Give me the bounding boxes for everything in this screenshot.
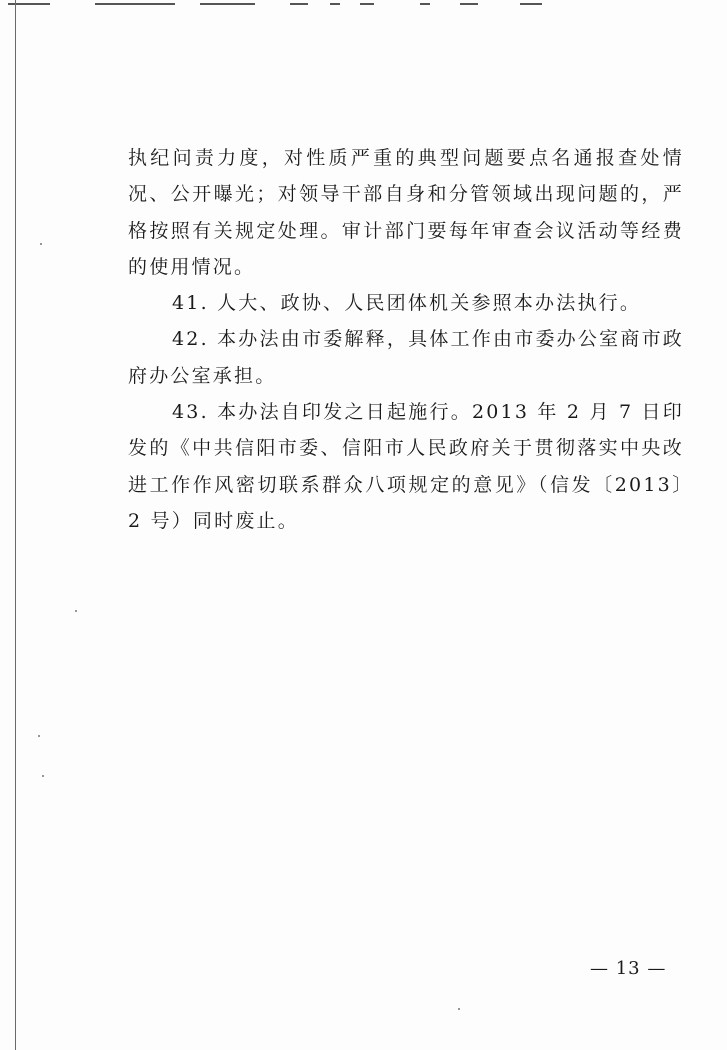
document-body — [128, 140, 684, 539]
scan-speck — [42, 775, 44, 777]
scan-speck — [38, 735, 40, 737]
page-number: — 13 — — [590, 958, 667, 979]
scan-left-edge — [15, 0, 16, 1050]
scan-speck — [458, 1008, 460, 1010]
paragraph-43: 43. 本办法自印发之日起施行。2013 年 2 月 7 日印发的《中共信阳市委、信阳市人民政府关于贯彻落实中央改进工作作风密切联系群众八项规定的意见》（信发〔2013〕2 号）同时废止。 — [128, 401, 684, 532]
scan-speck — [40, 243, 42, 245]
paragraph-continuation: 执纪问责力度，对性质严重的典型问题要点名通报查处情况、公开曝光；对领导干部自身和分管领域出现问题的，严格按照有关规定处理。审计部门要每年审查会议活动等经费的使用情况。 — [128, 147, 684, 278]
scan-top-edge — [0, 0, 727, 12]
paragraph-41: 41. 人大、政协、人民团体机关参照本办法执行。 — [172, 292, 642, 315]
paragraph-42: 42. 本办法由市委解释，具体工作由市委办公室商市政府办公室承担。 — [128, 328, 684, 387]
scan-speck — [75, 610, 77, 612]
